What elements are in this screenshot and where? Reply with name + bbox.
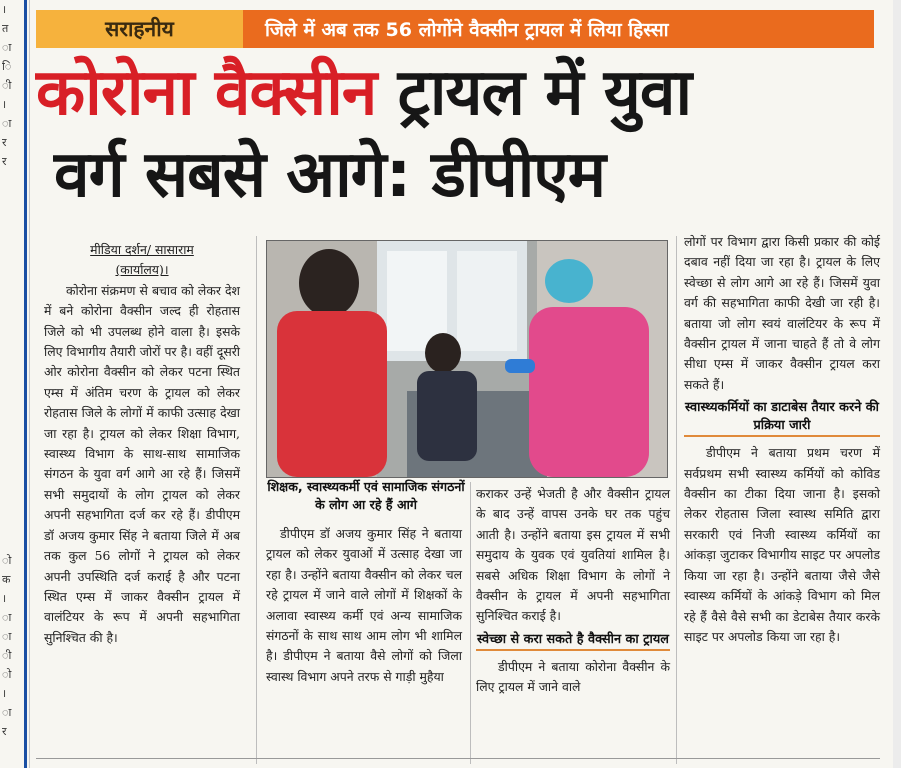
headline-black-part: ट्रायल में युवा: [397, 56, 692, 130]
article-column-2: [266, 524, 462, 687]
photo-caption: शिक्षक, स्वास्थ्यकर्मी एवं सामाजिक संगठनों के लोग आ रहे हैं आगे: [267, 479, 465, 512]
article-column-3: [476, 484, 670, 698]
margin-thin-rule: [29, 0, 30, 768]
headline-red-part: कोरोना वैक्सीन: [36, 56, 377, 130]
article-column-1: [44, 240, 240, 648]
column-divider: [256, 236, 257, 764]
article-column-4: [684, 232, 880, 647]
column-divider: [676, 236, 677, 764]
column-4-text: लोगों पर विभाग द्वारा किसी प्रकार की कोई दबाव नहीं दिया जा रहा है। ट्रायल के लिए स्वेच्छा से लोग आगे आ रहे हैं। जिसमें युवा वर्ग की सहभागिता काफी देखी जा रही है। बताया जो लोग स्वयं वालंटियर के रूप में वैक्सीन ट्रायल में जाना चाहते हैं तो वे लोग सीधा एम्स में जाकर वैक्सीन ट्रायल करा सकते हैं।: [684, 234, 880, 392]
subhead-voluntary: स्वेच्छा से करा सकते है वैक्सीन का ट्रायल: [476, 631, 670, 651]
column-1-text: कोरोना संक्रमण से बचाव को लेकर देश में बने कोरोना वैक्सीन जल्द ही रोहतास जिले को भी उपलब्ध होने वाला है। इसके लिए विभागीय तैयारी जोरों पर है। वहीं दूसरी ओर कोरोना वैक्सीन को लेकर पटना स्थित एम्स में अंतिम चरण के ट्रायल को लेकर रोहतास जिले के लोगों में काफी उत्साह देखा जा रहा है। ट्रायल को लेकर शिक्षा विभाग, स्वास्थ्य विभाग के साथ-साथ सामाजिक संगठन के युवा वर्ग आगे आ रहे हैं। जिसमें सभी समुदायों के लोग ट्रायल को लेकर अपनी सहभागिता दर्ज कर रहे हैं। डीपीएम डॉ अजय कुमार सिंह ने बताया जिले में अब तक कुल 56 लोगों ने ट्रायल को लेकर अपनी उपस्थिति दर्ज कराई है और पटना स्थित एम्स में जाकर वैक्सीन ट्रायल में वालंटियर के रूप में अपनी सहभागिता सुनिश्चित की है।: [44, 282, 240, 645]
column-3-text: कराकर उन्हें भेजती है और वैक्सीन ट्रायल के बाद उन्हें वापस उनके घर तक पहुंच आती है। उन्होंने बताया इस ट्रायल में सभी समुदाय के युवक एवं युवतियां शामिल है। सबसे अधिक शिक्षा विभाग के लोगों ने वैक्सीन के ट्रायल में अपनी सहभागिता सुनिश्चित कराई है।: [476, 486, 670, 624]
margin-blue-rule: [24, 0, 27, 768]
column-4-text-2: डीपीएम ने बताया प्रथम चरण में सर्वप्रथम सभी स्वास्थ्य कर्मियों को कोविड वैक्सीन का टीका दिया जाना है। इसको लेकर रोहतास जिला स्वास्थ समिति द्वारा सरकारी एवं निजी स्वास्थ्य कर्मियों का आंकड़ा जुटाकर विभागीय साइट पर अपलोड किया जा रहा है। उन्होंने बताया जैसे जैसे स्वास्थ्य कर्मियों के आंकड़े विभाग को मिल रहे हैं वैसे वैसे सभी का डेटाबेस तैयार करके साइट पर अपलोड किया जा रहा है।: [684, 445, 880, 644]
headline-line-2: वर्ग सबसे आगे: डीपीएम: [54, 138, 605, 212]
dateline-office: (कार्यालय)।: [115, 262, 169, 278]
main-headline: [36, 52, 880, 216]
right-edge: [893, 0, 901, 768]
column-3-text-2: डीपीएम ने बताया कोरोना वैक्सीन के लिए ट्रायल में जाने वाले: [476, 658, 670, 695]
vaccination-photo: [266, 240, 668, 478]
bottom-rule: [36, 758, 880, 759]
kicker-headline: जिले में अब तक 56 लोगोंने वैक्सीन ट्रायल में लिया हिस्सा: [243, 10, 874, 48]
dateline: मीडिया दर्शन/ सासाराम: [90, 242, 194, 257]
subhead-database: स्वास्थ्यकर्मियों का डाटाबेस तैयार करने की प्रक्रिया जारी: [684, 399, 880, 437]
banner: [36, 10, 874, 48]
column-divider: [470, 482, 471, 764]
photo-illustration: [267, 241, 667, 477]
section-tag: सराहनीय: [36, 10, 243, 48]
left-gutter-text: । त ा ि ी । ा र र ो क । ा ा ी ो । ा र: [2, 3, 12, 738]
column-2-text: डीपीएम डॉ अजय कुमार सिंह ने बताया ट्रायल को लेकर युवाओं में उत्साह देखा जा रहा है। उन्होंने बताया वैक्सीन को लेकर चल रहे ट्रायल में जाने वाले लोगों में शिक्षकों के अलावा स्वास्थ्य कर्मी एवं अन्य सामाजिक संगठनों के साथ साथ आम लोग भी शामिल है। डीपीएम ने बताया वैसे लोगों को जिला स्वास्थ विभाग अपने तरफ से गाड़ी मुहैया: [266, 526, 462, 684]
